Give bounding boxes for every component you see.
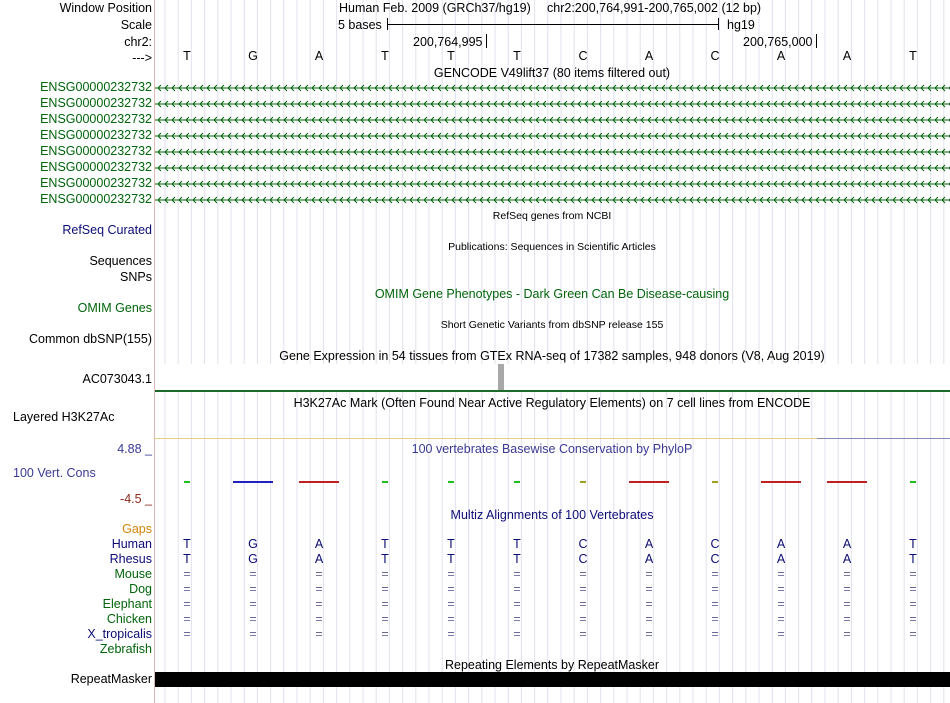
alignment-base: = [579,627,587,641]
alignment-base: = [909,582,917,596]
gencode-track-title: GENCODE V49lift37 (80 items filtered out) [433,66,671,80]
h3k27ac-track-label[interactable]: Layered H3K27Ac [13,410,115,424]
alignment-base: = [183,612,191,626]
gencode-item-label[interactable]: ENSG00000232732 [40,128,152,142]
gtex-gene-label[interactable]: AC073043.1 [82,372,152,386]
phylop-score-mark [382,481,388,483]
phylop-score-mark [629,481,669,483]
h3k27ac-signal-line [817,438,950,439]
phylop-score-mark [712,481,718,483]
alignment-base: = [711,567,719,581]
alignment-base: T [447,552,455,566]
gaps-label: Gaps [122,522,152,536]
gencode-item-label[interactable]: ENSG00000232732 [40,160,152,174]
phylop-min-label: -4.5 _ [120,492,152,506]
alignment-base: = [909,612,917,626]
alignment-base: A [776,537,786,551]
alignment-base: T [909,537,917,551]
omim-track-title: OMIM Gene Phenotypes - Dark Green Can Be Disease-causing [374,287,730,301]
alignment-base: = [579,612,587,626]
alignment-base: = [447,597,455,611]
scale-db-text: hg19 [727,18,755,32]
phylop-track-title: 100 vertebrates Basewise Conservation by PhyloP [411,442,693,456]
alignment-base: T [447,537,455,551]
gencode-item-label[interactable]: ENSG00000232732 [40,80,152,94]
phylop-score-mark [514,481,520,483]
alignment-base: = [315,582,323,596]
alignment-base: = [843,612,851,626]
alignment-base: = [447,567,455,581]
repeatmasker-track-title: Repeating Elements by RepeatMasker [444,658,660,672]
base-letter: A [776,49,786,63]
alignment-base: = [183,597,191,611]
alignment-base: = [447,612,455,626]
repeatmasker-track-label[interactable]: RepeatMasker [70,672,152,686]
phylop-score-mark [761,481,801,483]
alignment-base: = [579,567,587,581]
alignment-base: A [644,537,654,551]
alignment-base: = [843,597,851,611]
phylop-graph[interactable] [155,470,950,490]
species-label-rhesus: Rhesus [109,552,152,566]
alignment-base: = [843,567,851,581]
base-letter: T [381,49,389,63]
base-letter: T [183,49,191,63]
alignment-base: C [710,537,720,551]
alignment-base: = [711,597,719,611]
species-label-chicken: Chicken [106,612,152,626]
alignment-base: = [645,567,653,581]
alignment-base: = [777,582,785,596]
alignment-base: = [315,627,323,641]
alignment-base: A [842,552,852,566]
alignment-base: A [314,537,324,551]
gencode-transcripts[interactable] [155,78,950,208]
phylop-score-mark [448,481,454,483]
chrom-label: chr2: [124,35,152,49]
species-label-dog: Dog [129,582,152,596]
species-label-mouse: Mouse [114,567,152,581]
phylop-score-mark [910,481,916,483]
species-label-xtropicalis: X_tropicalis [87,627,152,641]
repeatmasker-element-bar[interactable] [155,672,950,687]
alignment-base: = [777,597,785,611]
position-text: chr2:200,764,991-200,765,002 (12 bp) [547,1,762,15]
phylop-score-mark [827,481,867,483]
alignment-base: = [315,597,323,611]
alignment-base: = [447,627,455,641]
omim-track-label[interactable]: OMIM Genes [77,301,152,315]
alignment-base: T [513,537,521,551]
alignment-base: = [711,612,719,626]
alignment-base: = [249,567,257,581]
alignment-base: T [183,552,191,566]
base-letter: G [248,49,258,63]
alignment-base: = [249,612,257,626]
alignment-base: A [842,537,852,551]
alignment-base: = [777,567,785,581]
species-label-zebrafish: Zebrafish [99,642,152,656]
alignment-base: = [249,582,257,596]
phylop-max-label: 4.88 _ [117,442,152,456]
alignment-base: T [183,537,191,551]
gtex-track-title: Gene Expression in 54 tissues from GTEx RNA-seq of 17382 samples, 948 donors (V8, Aug 2019) [279,349,825,363]
alignment-base: = [315,612,323,626]
alignment-base: = [579,597,587,611]
alignment-base: = [579,582,587,596]
alignment-base: = [777,627,785,641]
alignment-base: = [645,612,653,626]
alignment-base: = [381,597,389,611]
alignment-base: T [909,552,917,566]
alignment-base: = [843,582,851,596]
scale-bar-tick [387,18,388,30]
gencode-item-label[interactable]: ENSG00000232732 [40,112,152,126]
snps-track-label[interactable]: SNPs [120,270,152,284]
alignment-base: = [249,627,257,641]
alignment-base: T [381,537,389,551]
refseq-track-title: RefSeq genes from NCBI [492,210,612,222]
h3k27ac-signal-line [155,438,817,439]
gencode-item-label[interactable]: ENSG00000232732 [40,144,152,158]
alignment-base: = [249,597,257,611]
alignment-base: G [248,537,258,551]
scale-bases-text: 5 bases [338,18,382,32]
base-letter: T [447,49,455,63]
alignment-base: = [183,567,191,581]
refseq-track-label[interactable]: RefSeq Curated [62,223,152,237]
scale-bar-tick [718,18,719,30]
publications-track-title: Publications: Sequences in Scientific Articles [448,241,656,253]
alignment-base: = [381,567,389,581]
window-position-label: Window Position [59,1,152,15]
phylop-score-mark [184,481,190,483]
alignment-base: T [381,552,389,566]
alignment-base: = [843,627,851,641]
base-letter: C [578,49,588,63]
alignment-base: = [645,582,653,596]
scale-bar [387,24,718,25]
alignment-base: = [645,597,653,611]
species-label-human: Human [111,537,152,551]
alignment-base: = [381,627,389,641]
coord-tick [816,34,817,48]
phylop-score-mark [233,481,273,483]
base-letter: T [513,49,521,63]
coord-label: 200,765,000 [743,35,813,49]
base-letter: A [842,49,852,63]
alignment-base: = [381,612,389,626]
alignment-base: T [513,552,521,566]
assembly-text: Human Feb. 2009 (GRCh37/hg19) [339,1,531,15]
alignment-base: = [381,582,389,596]
species-label-elephant: Elephant [102,597,152,611]
phylop-score-mark [299,481,339,483]
alignment-base: G [248,552,258,566]
alignment-base: = [909,627,917,641]
alignment-base: A [776,552,786,566]
alignment-base: = [909,597,917,611]
alignment-base: C [578,537,588,551]
dbsnp-track-title: Short Genetic Variants from dbSNP release 155 [440,319,664,331]
alignment-base: = [183,627,191,641]
track-image-area[interactable] [155,0,950,703]
track-label-panel [0,0,155,703]
alignment-base: = [909,567,917,581]
base-letter: A [314,49,324,63]
phylop-score-mark [580,481,586,483]
alignment-base: = [711,627,719,641]
alignment-base: = [513,567,521,581]
alignment-base: = [513,597,521,611]
gencode-item-label[interactable]: ENSG00000232732 [40,176,152,190]
strand-label: ---> [132,51,152,65]
alignment-base: A [644,552,654,566]
alignment-base: = [513,627,521,641]
gencode-item-label[interactable]: ENSG00000232732 [40,96,152,110]
gtex-graph-area [155,364,950,391]
gencode-item-label[interactable]: ENSG00000232732 [40,192,152,206]
dbsnp-track-label[interactable]: Common dbSNP(155) [29,332,152,346]
alignment-base: = [183,582,191,596]
coord-label: 200,764,995 [413,35,483,49]
alignment-base: = [711,582,719,596]
alignment-base: = [315,567,323,581]
gtex-expression-bar[interactable] [498,364,504,391]
alignment-base: = [513,612,521,626]
base-letter: C [710,49,720,63]
h3k27ac-track-title: H3K27Ac Mark (Often Found Near Active Regulatory Elements) on 7 cell lines from ENCODE [293,396,811,410]
coord-tick [486,34,487,48]
publications-track-label[interactable]: Sequences [89,254,152,268]
alignment-base: A [314,552,324,566]
phylop-track-label[interactable]: 100 Vert. Cons [13,466,96,480]
alignment-base: C [578,552,588,566]
gtex-gene-bar[interactable] [155,390,950,392]
multiz-track-title: Multiz Alignments of 100 Vertebrates [450,508,654,522]
alignment-base: = [777,612,785,626]
base-letter: A [644,49,654,63]
base-letter: T [909,49,917,63]
alignment-base: C [710,552,720,566]
alignment-base: = [513,582,521,596]
alignment-base: = [645,627,653,641]
scale-label: Scale [120,18,152,32]
alignment-base: = [447,582,455,596]
